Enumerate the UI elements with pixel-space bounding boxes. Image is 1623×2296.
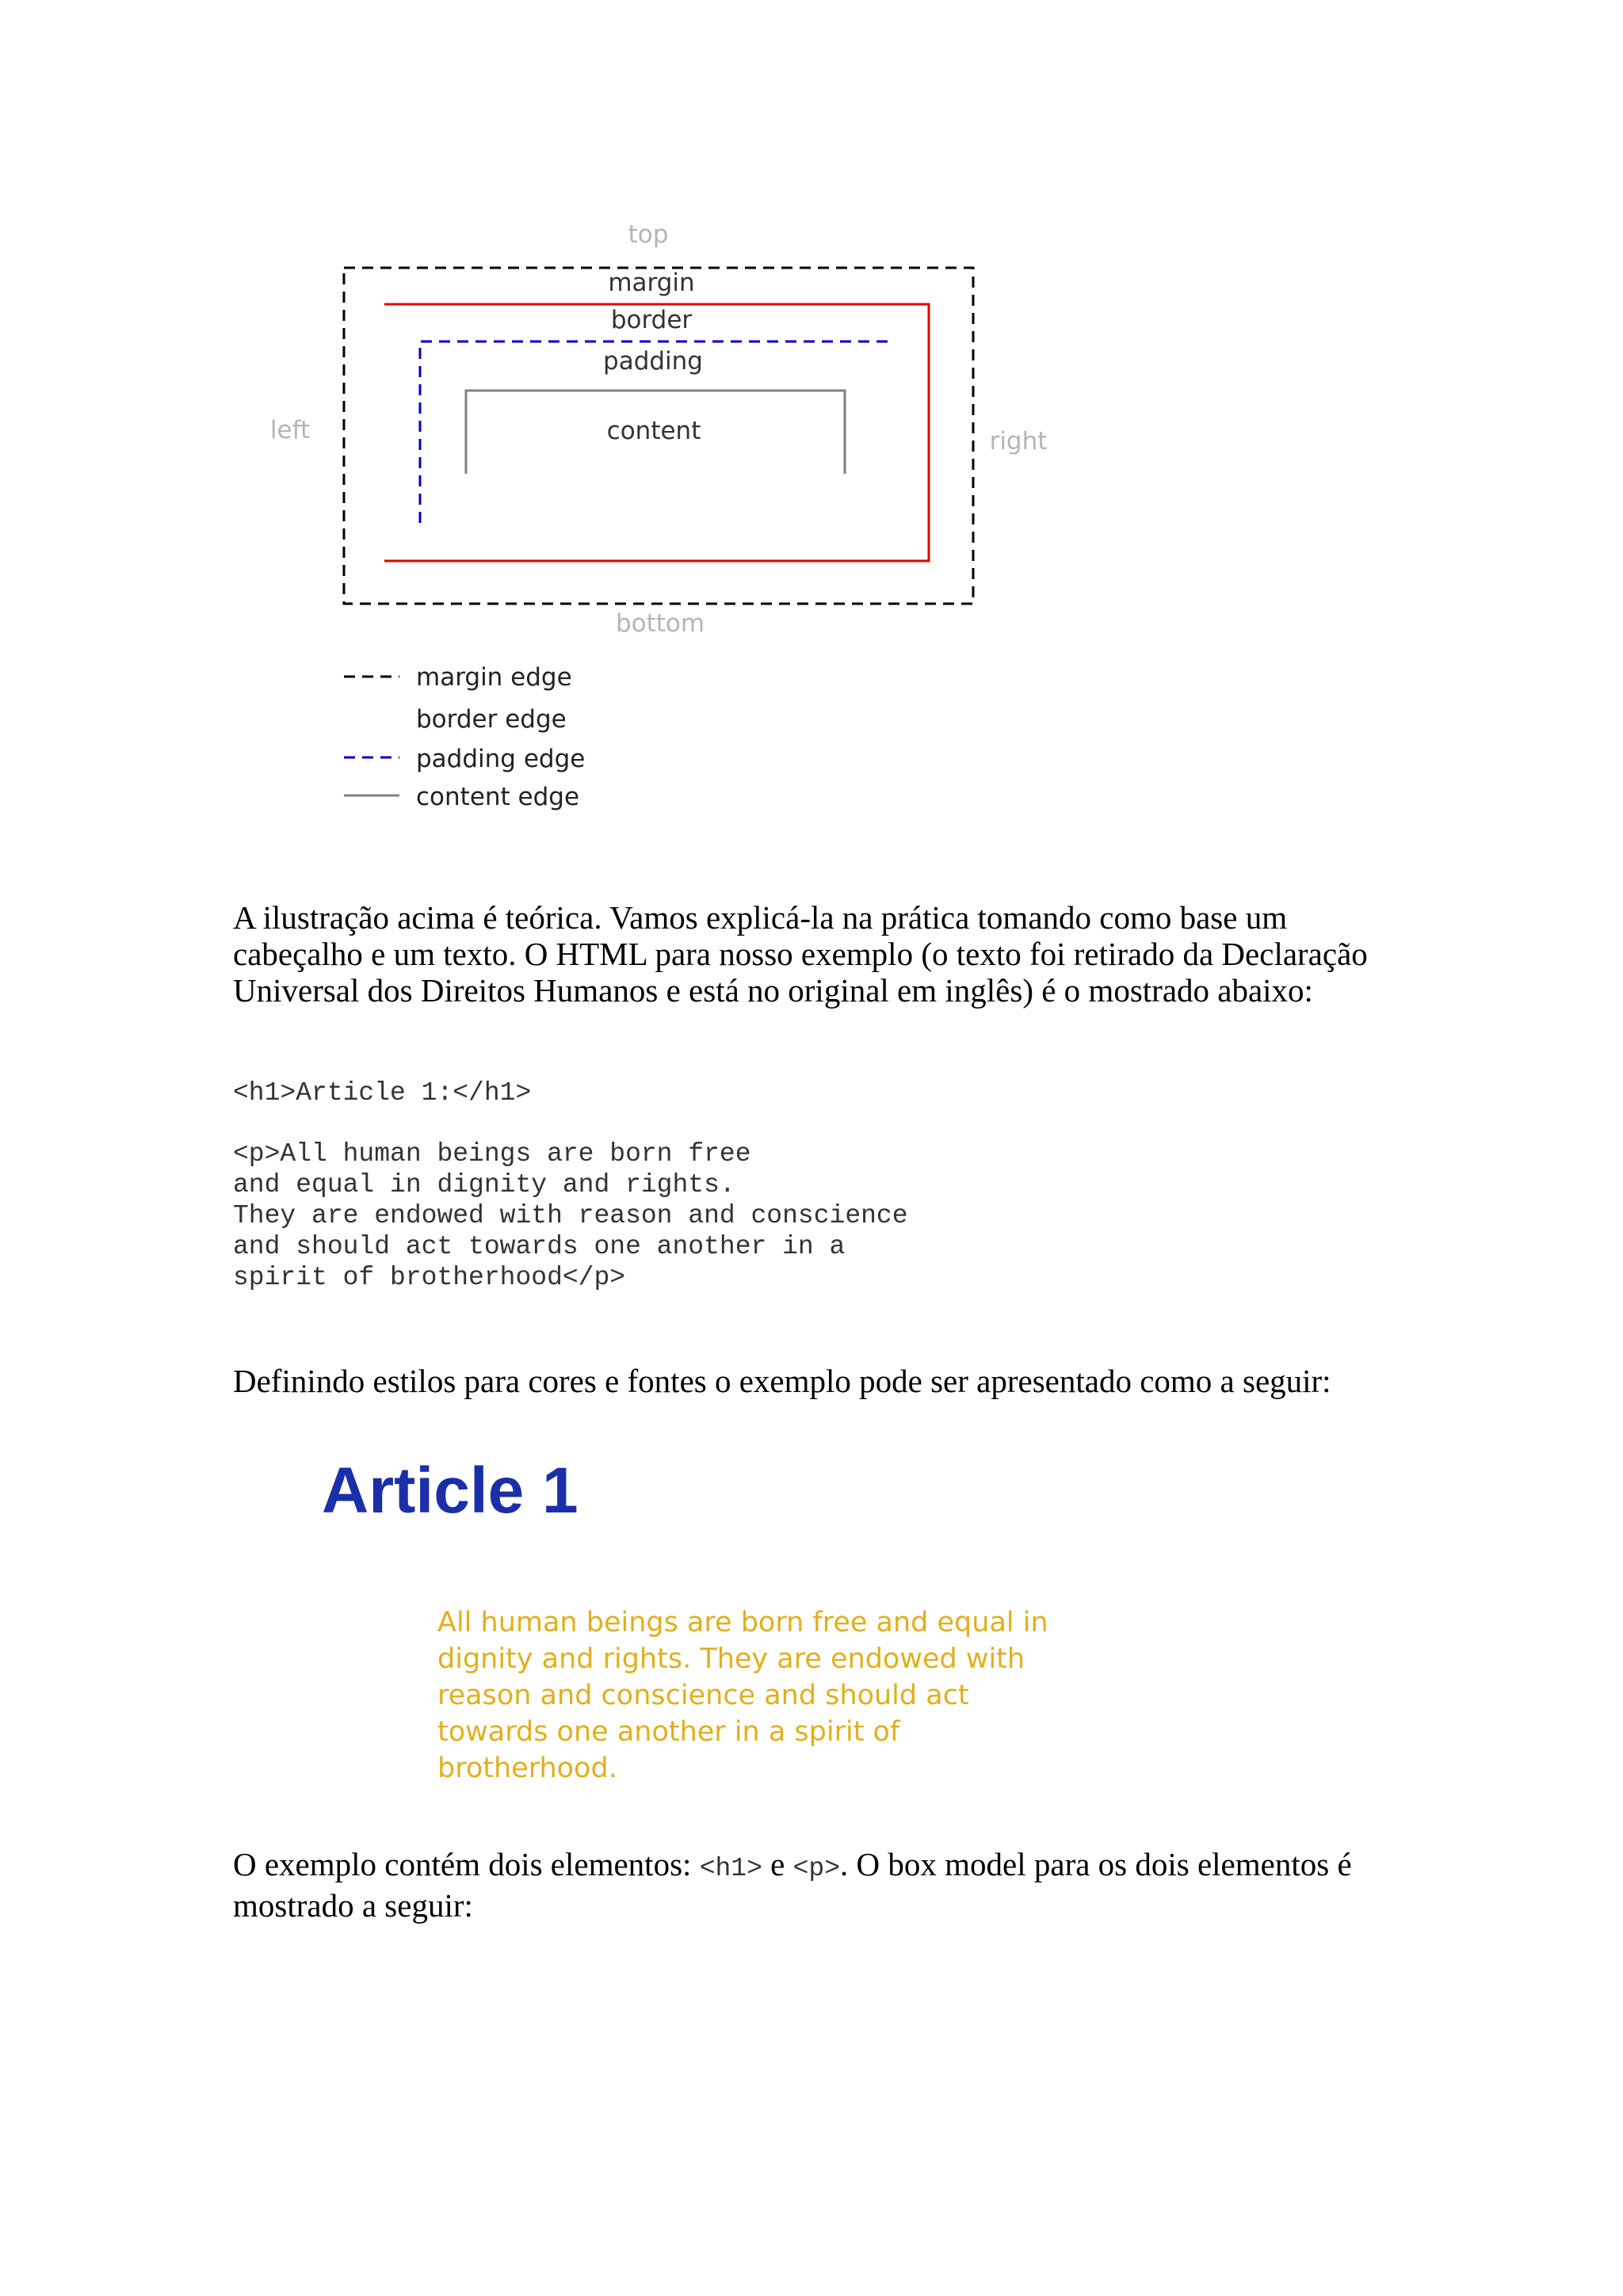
- legend-content-label: content edge: [416, 783, 580, 811]
- legend-margin-label: margin edge: [416, 663, 572, 692]
- styles-paragraph: Definindo estilos para cores e fontes o exemplo pode ser apresentado como a seguir:: [233, 1363, 1331, 1399]
- content-label: content: [606, 417, 701, 445]
- padding-label: padding: [603, 347, 703, 376]
- inline-code-p: <p>: [792, 1854, 841, 1883]
- top-label: top: [628, 220, 669, 249]
- margin-label: margin: [608, 269, 695, 297]
- bottom-label: bottom: [615, 609, 705, 638]
- example-heading: Article 1: [322, 1455, 579, 1527]
- elements-text-after: . O box model para os dois elementos é mostrado a seguir:: [233, 1846, 1352, 1924]
- inline-code-h1: <h1>: [699, 1854, 762, 1883]
- border-label: border: [610, 306, 693, 334]
- legend-border-label: border edge: [416, 705, 567, 734]
- code-paragraph: <p>All human beings are born free and equal in dignity and rights. They are endowed with reason and conscience and should act towards one another in a spirit of brotherhood</p>: [233, 1139, 908, 1292]
- elements-text-before: O exemplo contém dois elementos:: [233, 1846, 700, 1882]
- example-body-text: All human beings are born free and equal in dignity and rights. They are endowed with reason and conscience and should act towards one another in a spirit of brotherhood.: [437, 1607, 1048, 1784]
- right-label: right: [989, 427, 1048, 456]
- elements-paragraph: [233, 1846, 1398, 1924]
- left-label: left: [269, 416, 311, 444]
- box-model-diagram: [262, 214, 1070, 824]
- legend-padding-label: padding edge: [416, 745, 586, 773]
- elements-text-middle: e: [762, 1846, 793, 1882]
- intro-paragraph: A ilustração acima é teórica. Vamos explicá-la na prática tomando como base um cabeçalho e um texto. O HTML para nosso exemplo (o texto foi retirado da Declaração Universal dos Direitos Humanos e está no original em inglês) é o mostrado abaixo:: [233, 899, 1368, 1009]
- code-h1: <h1>Article 1:</h1>: [233, 1078, 532, 1108]
